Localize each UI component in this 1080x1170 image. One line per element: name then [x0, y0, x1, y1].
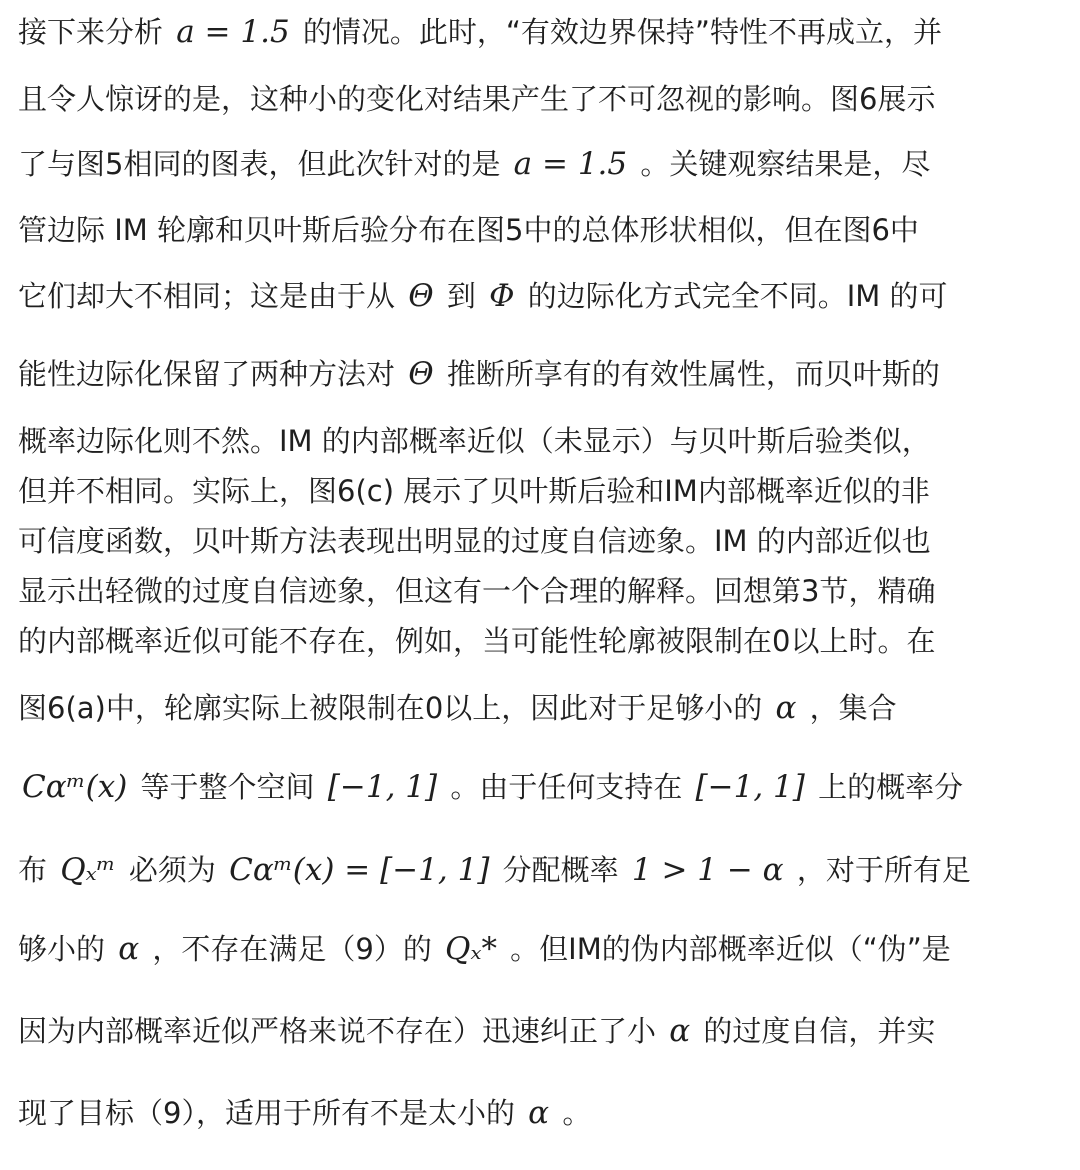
- text-run: 。: [553, 1096, 592, 1130]
- text-line: [18, 521, 931, 561]
- math-expression: Cαᵐ(x): [22, 769, 128, 805]
- text-line: [18, 421, 931, 461]
- math-expression: α: [669, 1013, 691, 1049]
- text-line: [18, 276, 948, 316]
- text-run: ，不存在满足（9）的: [143, 932, 442, 966]
- math-expression: Θ: [408, 356, 434, 392]
- math-expression: α: [118, 931, 140, 967]
- text-run: 的过度自信，并实: [694, 1014, 936, 1048]
- text-line: [18, 144, 930, 184]
- math-expression: [−1, 1]: [327, 769, 438, 805]
- text-run: 的情况。此时，“有效边界保持”特性不再成立，并: [293, 15, 942, 49]
- text-line: [18, 688, 897, 728]
- text-run: 现了目标（9），适用于所有不是太小的: [18, 1096, 525, 1130]
- math-expression: a = 1.5: [513, 146, 628, 182]
- text-line: [18, 210, 919, 250]
- text-run: 概率边际化则不然。IM 的内部概率近似（未显示）与贝叶斯后验类似，: [18, 424, 931, 458]
- text-run: 管边际 IM 轮廓和贝叶斯后验分布在图5中的总体形状相似，但在图6中: [18, 213, 919, 247]
- text-run: 显示出轻微的过度自信迹象，但这有一个合理的解释。回想第3节，精确: [18, 574, 936, 608]
- text-line: [18, 471, 930, 511]
- text-run: 能性边际化保留了两种方法对: [18, 357, 405, 391]
- text-run: 它们却大不相同；这是由于从: [18, 279, 405, 313]
- text-run: 等于整个空间: [131, 770, 324, 804]
- text-run: 推断所享有的有效性属性，而贝叶斯的: [437, 357, 940, 391]
- text-line: [18, 1011, 935, 1051]
- text-run: 够小的: [18, 932, 115, 966]
- text-line: [18, 621, 935, 661]
- text-line: [18, 79, 935, 119]
- text-run: 。但IM的伪内部概率近似（“伪”是: [500, 932, 951, 966]
- text-run: 图6(a)中，轮廓实际上被限制在0以上，因此对于足够小的: [18, 691, 772, 725]
- math-expression: α: [528, 1095, 550, 1131]
- text-line: [18, 767, 963, 807]
- text-line: [18, 12, 942, 52]
- text-run: 布: [18, 853, 57, 887]
- math-expression: α: [775, 690, 797, 726]
- text-run: 必须为: [119, 853, 226, 887]
- text-run: 。由于任何支持在: [441, 770, 692, 804]
- text-run: 分配概率: [493, 853, 628, 887]
- text-run: 上的概率分: [808, 770, 964, 804]
- text-run: 到: [437, 279, 486, 313]
- math-expression: [−1, 1]: [695, 769, 805, 805]
- math-expression: 1 > 1 − α: [631, 852, 784, 888]
- math-expression: Cαᵐ(x) = [−1, 1]: [229, 852, 490, 888]
- text-run: ，集合: [800, 691, 897, 725]
- text-run: 的边际化方式完全不同。IM 的可: [518, 279, 948, 313]
- text-line: [18, 1093, 591, 1133]
- math-expression: Θ: [408, 278, 434, 314]
- text-line: [18, 354, 940, 394]
- math-expression: a = 1.5: [176, 14, 290, 50]
- text-line: [18, 571, 935, 611]
- math-expression: Qₓᵐ: [60, 852, 116, 888]
- text-run: 的内部概率近似可能不存在，例如，当可能性轮廓被限制在0以上时。在: [18, 624, 936, 658]
- text-run: 因为内部概率近似严格来说不存在）迅速纠正了小: [18, 1014, 666, 1048]
- text-line: [18, 850, 971, 890]
- text-run: 可信度函数，贝叶斯方法表现出明显的过度自信迹象。IM 的内部近似也: [18, 524, 931, 558]
- text-run: 。关键观察结果是，尽: [631, 147, 931, 181]
- text-run: 且令人惊讶的是，这种小的变化对结果产生了不可忽视的影响。图6展示: [18, 82, 936, 116]
- math-expression: Φ: [489, 278, 515, 314]
- math-expression: Qₓ*: [445, 931, 497, 967]
- text-run: 接下来分析: [18, 15, 173, 49]
- text-run: 了与图5相同的图表，但此次针对的是: [18, 147, 510, 181]
- text-line: [18, 929, 951, 969]
- text-run: ，对于所有足: [787, 853, 971, 887]
- text-run: 但并不相同。实际上，图6(c) 展示了贝叶斯后验和IM内部概率近似的非: [18, 474, 930, 508]
